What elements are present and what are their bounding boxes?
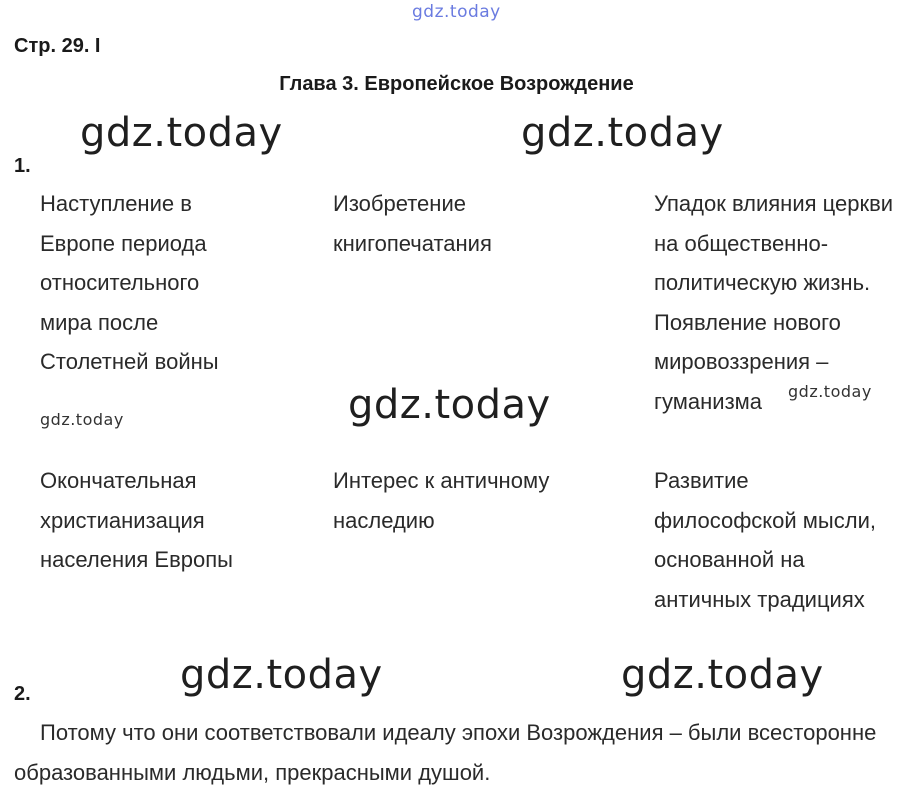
- cell-line: книгопечатания: [333, 230, 492, 256]
- table-cell: [333, 461, 549, 540]
- cell-line: Наступление в: [40, 191, 192, 216]
- cell-line: наследию: [333, 507, 435, 533]
- table-cell: [654, 461, 876, 619]
- cell-line: населения Европы: [40, 547, 233, 573]
- cell-line: христианизация: [40, 507, 205, 533]
- answer-text: Потому что они соответствовали идеалу эпохи Возрождения – были всесторонне образованными людьми, прекрасными душой.: [14, 720, 877, 785]
- cell-line: Изобретение: [333, 191, 466, 216]
- cell-line: политическую жизнь.: [654, 270, 871, 296]
- cell-line: на общественно-: [654, 230, 829, 256]
- table-cell: [40, 184, 219, 382]
- watermark-large: gdz.today: [621, 652, 824, 698]
- watermark-top: gdz.today: [412, 2, 501, 22]
- cell-line: мира после: [40, 309, 159, 335]
- page-reference: Стр. 29. I: [14, 35, 101, 57]
- cell-line: Европе периода: [40, 230, 207, 256]
- cell-line: мировоззрения –: [654, 349, 829, 375]
- cell-line: античных традициях: [654, 586, 865, 612]
- cell-line: гуманизма: [654, 388, 763, 414]
- cell-line: философской мысли,: [654, 507, 876, 533]
- table-cell: [333, 184, 492, 263]
- cell-line: Интерес к античному: [333, 468, 550, 493]
- cell-line: относительного: [40, 270, 200, 296]
- cell-line: Появление нового: [654, 309, 841, 335]
- watermark-small: gdz.today: [788, 382, 872, 401]
- cell-line: Упадок влияния церкви: [654, 191, 894, 216]
- watermark-large: gdz.today: [180, 652, 383, 698]
- cell-line: Развитие: [654, 468, 749, 493]
- table-cell: [40, 461, 233, 580]
- question-number: 1.: [14, 155, 31, 177]
- cell-line: Окончательная: [40, 468, 197, 493]
- watermark-large: gdz.today: [348, 382, 551, 428]
- watermark-small: gdz.today: [40, 410, 124, 429]
- cell-line: Столетней войны: [40, 349, 219, 375]
- watermark-large: gdz.today: [80, 110, 283, 156]
- watermark-large: gdz.today: [521, 110, 724, 156]
- cell-line: основанной на: [654, 547, 805, 573]
- chapter-title: Глава 3. Европейское Возрождение: [279, 73, 634, 95]
- question-number: 2.: [14, 683, 31, 705]
